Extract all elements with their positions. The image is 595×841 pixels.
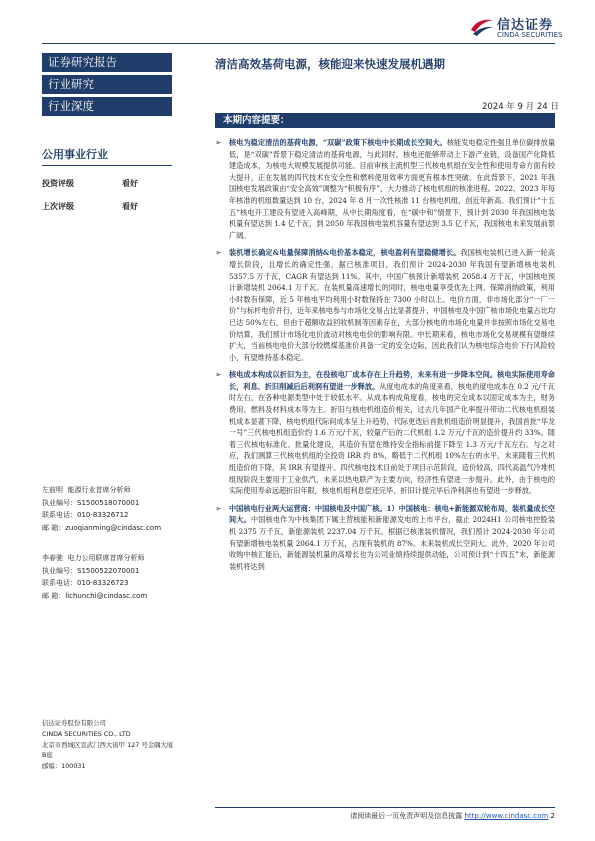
rating-current xyxy=(42,178,138,189)
analyst-phone: 联系电话：010-83326723 xyxy=(42,579,129,587)
bullet-item xyxy=(215,503,555,573)
company-address: 北京市西城区宣武门西大街甲 127 号金隅大厦B座 xyxy=(42,740,174,760)
arrow-bullet-icon: ➢ xyxy=(215,503,222,513)
analyst-cert: 执业编号：S1500518070001 xyxy=(42,498,140,507)
bullet-text: 核能发电稳定性强且单位碳排放量低，是“双碳”背景下稳定清洁的基荷电源，与此同时，核电还能够带动上下游产业链，设备国产化降低建造成本，为核电大规模发展提供可能。目前审核主流机型三代核电机组在安全性和使用寿命方面有较大提升，正在发展的四代技术在安全性和燃料使用效率方面更有根本性突破。在此背景下，2021 年我国核电发展政策由“安全高效”调整为“积极有序”，大力推动了核电机组的核准进程。2022、2023 年每年核准的机组数量达到 10 台，2024 年 8 月一次性核准 11 台核电机组，创近年新高。我们预计“十五五”核电开工建设有望进入高峰期，从中长期角度看，在“碳中和”情景下，预计到 2030 年我国核电装机量有望达到 1.4 亿千瓦，到 2050 年我国核电装机容量有望达到 3.5 亿千瓦，我国核电未来发展前景广阔。 xyxy=(229,138,555,240)
bullet-lead: 核电为稳定清洁的基荷电源，“双碳”政策下核电中长期成长空间大。 xyxy=(229,138,447,147)
rating-label: 上次评级 xyxy=(42,202,74,211)
company-name-en: CINDA SECURITIES CO., LTD xyxy=(42,729,131,738)
company-info xyxy=(42,718,177,772)
arrow-bullet-icon: ➢ xyxy=(215,370,222,380)
arrow-bullet-icon: ➢ xyxy=(215,248,222,258)
company-name-cn: 信达证券股份有限公司 xyxy=(42,719,106,727)
disclaimer-text: 请阅读最后一页免责声明及信息披露 xyxy=(350,812,463,820)
rating-label: 投资评级 xyxy=(42,179,74,188)
report-date: 2024 年 9 月 24 日 xyxy=(482,102,559,112)
analyst-name: 左前明 xyxy=(42,486,63,494)
analyst-cert: 执业编号：S1500522070001 xyxy=(42,566,140,575)
analyst-name-role xyxy=(42,484,177,497)
analyst-gap xyxy=(42,534,177,552)
bullet-lead: 装机增长确定&电量保障消纳&电价基本稳定，核电盈利有望稳健增长。 xyxy=(229,248,461,258)
tag-depth: 行业深度 xyxy=(42,97,172,116)
tag-report-type: 证券研究报告 xyxy=(42,53,172,72)
sector-name: 公用事业行业 xyxy=(42,148,108,161)
page-footer xyxy=(215,811,555,821)
sidebar-tags xyxy=(42,53,172,119)
rating-value: 看好 xyxy=(122,179,138,188)
summary-heading: 本期内容提要： xyxy=(215,113,555,128)
report-title: 清洁高效基荷电源，核能迎来快速发展机遇期 xyxy=(215,57,445,71)
analyst-email[interactable]: 邮 箱：lichunchi@cindasc.com xyxy=(42,591,148,600)
tag-research-type: 行业研究 xyxy=(42,75,172,94)
bullet-lead: 核电成本构成以折旧为主，在役核电厂成本存在上升趋势，未来有进一步降本空间。核电实际使用寿命长，利息、折旧削减后后利润有望进一步释放。 xyxy=(229,370,555,391)
bullet-text: 我国核电装机已进入新一轮高增长阶段，且增长的确定性强，据已核准项目，我们预计 2024-2030 年我国有望新增核电装机 5357.5 万千瓦，CAGR 有望达到 11%。其中，中国广核预计新增装机 2058.4 万千瓦，中国核电预计新增装机 2064.1 万千瓦。在装机量高速增长的同时，核电电量享受优先上网、保障消纳政策，利用小时数有保障，近 5 年核电平均利用小时数保持在 7300 小时以上。电价方面，非市场化部分“一厂一价”与标杆电价并行，近年来核电参与市场化交易占比显著提升，中国核电及中国广核市场化电量占比均已达 50%左右，但由于超额收益回收机制等因素存在，大部分核电的市场化电量并非按照市场化交易电价结算，我们预计市场化电价波动对核电电价的影响有限。中长期来看，核电市场化交易规模有望继续扩大，当前核电电价大部分较燃煤基准价具备一定的安全边际，因此我们认为核电综合电价下行风险较小，有望维持基本稳定。 xyxy=(229,248,555,362)
brand-name-en: CINDA SECURITIES xyxy=(497,31,563,39)
brand-name-cn: 信达证券 xyxy=(497,18,554,33)
analyst-name: 李春驰 xyxy=(42,554,63,562)
bullet-lead: 中国核电行业两大运营商：中国核电及中国广核。1）中国核电：核电+新能源双轮布局，装机量成长空间大。 xyxy=(229,503,555,525)
bullet-item xyxy=(215,247,555,363)
sector-divider xyxy=(42,165,172,166)
rating-value: 看好 xyxy=(122,202,138,211)
website-link[interactable]: http://www.cindasc.com xyxy=(464,812,549,820)
analyst-role: 能源行业首席分析师 xyxy=(67,486,131,494)
bullet-item xyxy=(215,137,555,241)
analyst-name-role xyxy=(42,552,177,565)
arrow-bullet-icon: ➢ xyxy=(215,138,222,147)
rating-previous xyxy=(42,201,138,212)
page-number: 2 xyxy=(550,812,555,820)
analyst-email[interactable]: 邮 箱：zuoqianming@cindasc.com xyxy=(42,523,162,532)
company-postcode: 邮编：100031 xyxy=(42,762,86,771)
brand-logo xyxy=(469,12,569,42)
bullet-text: 中国核电作为中核集团下属主营核能和新能源发电的上市平台，截止 2024H1 公司核电控股装机 2375 万千瓦，新能源装机 2237.04 万千瓦。根据已核准装机情况，我们预计 2024-2030 年公司有望新增核电装机量 2064.1 万千瓦，占现有装机的 87%。未来装机成长空间大。此外，2020 年公司收购中核汇能后，新能源装机量的高增长也为公司业绩持续提供动能，公司预计到“十四五”末，新能源装机将达到 xyxy=(229,515,555,571)
summary-bullets xyxy=(215,137,555,578)
analyst-list xyxy=(42,484,177,602)
analyst-role: 电力公用联席首席分析师 xyxy=(67,554,145,562)
header-divider xyxy=(42,43,555,44)
bullet-text: 从度电成本的角度来看，核电的度电成本在 0.2 元/千瓦时左右，在各种电源类型中处于较低水平。从成本构成角度看，核电的完全成本以固定成本为主，财务费用、燃料及材料成本等为主。折旧与核电机组造价相关，过去几年国产化率提升带动二代核电机组装机成本显著下降，核电机组代际间成本呈上升趋势，代际更迭后首批机组造价明显提升，我国首批“华龙一号”三代核电机组造价约 1.6 万元/千瓦，较量产后的二代机组 1.2 万元/千瓦的造价提升约 33%。随着三代核电标准化、批量化建设，其造价有望在维持安全指标前提下降至 1.3 万元/千瓦左右。与之对应，我们测算三代核电机组的全投资 IRR 约 8%，略低于二代机组 10%左右的水平，未来随着三代机组造价的下降，其 IRR 有望提升。四代核电技术目前处于项目示范阶段，造价较高，四代高温气冷堆机组现阶段主要用于工业供汽，未来以热电联产为主要方向，经济性有望进一步提升。此外，由于核电的实际使用寿命远超折旧年限，核电机组利息偿还完毕、折旧计提完毕后净利润也有望进一步释放。 xyxy=(229,381,555,496)
footer-divider xyxy=(215,807,555,808)
logo-mark-icon xyxy=(469,14,495,40)
analyst-phone: 联系电话：010-83326712 xyxy=(42,511,129,519)
bullet-item xyxy=(215,369,555,497)
